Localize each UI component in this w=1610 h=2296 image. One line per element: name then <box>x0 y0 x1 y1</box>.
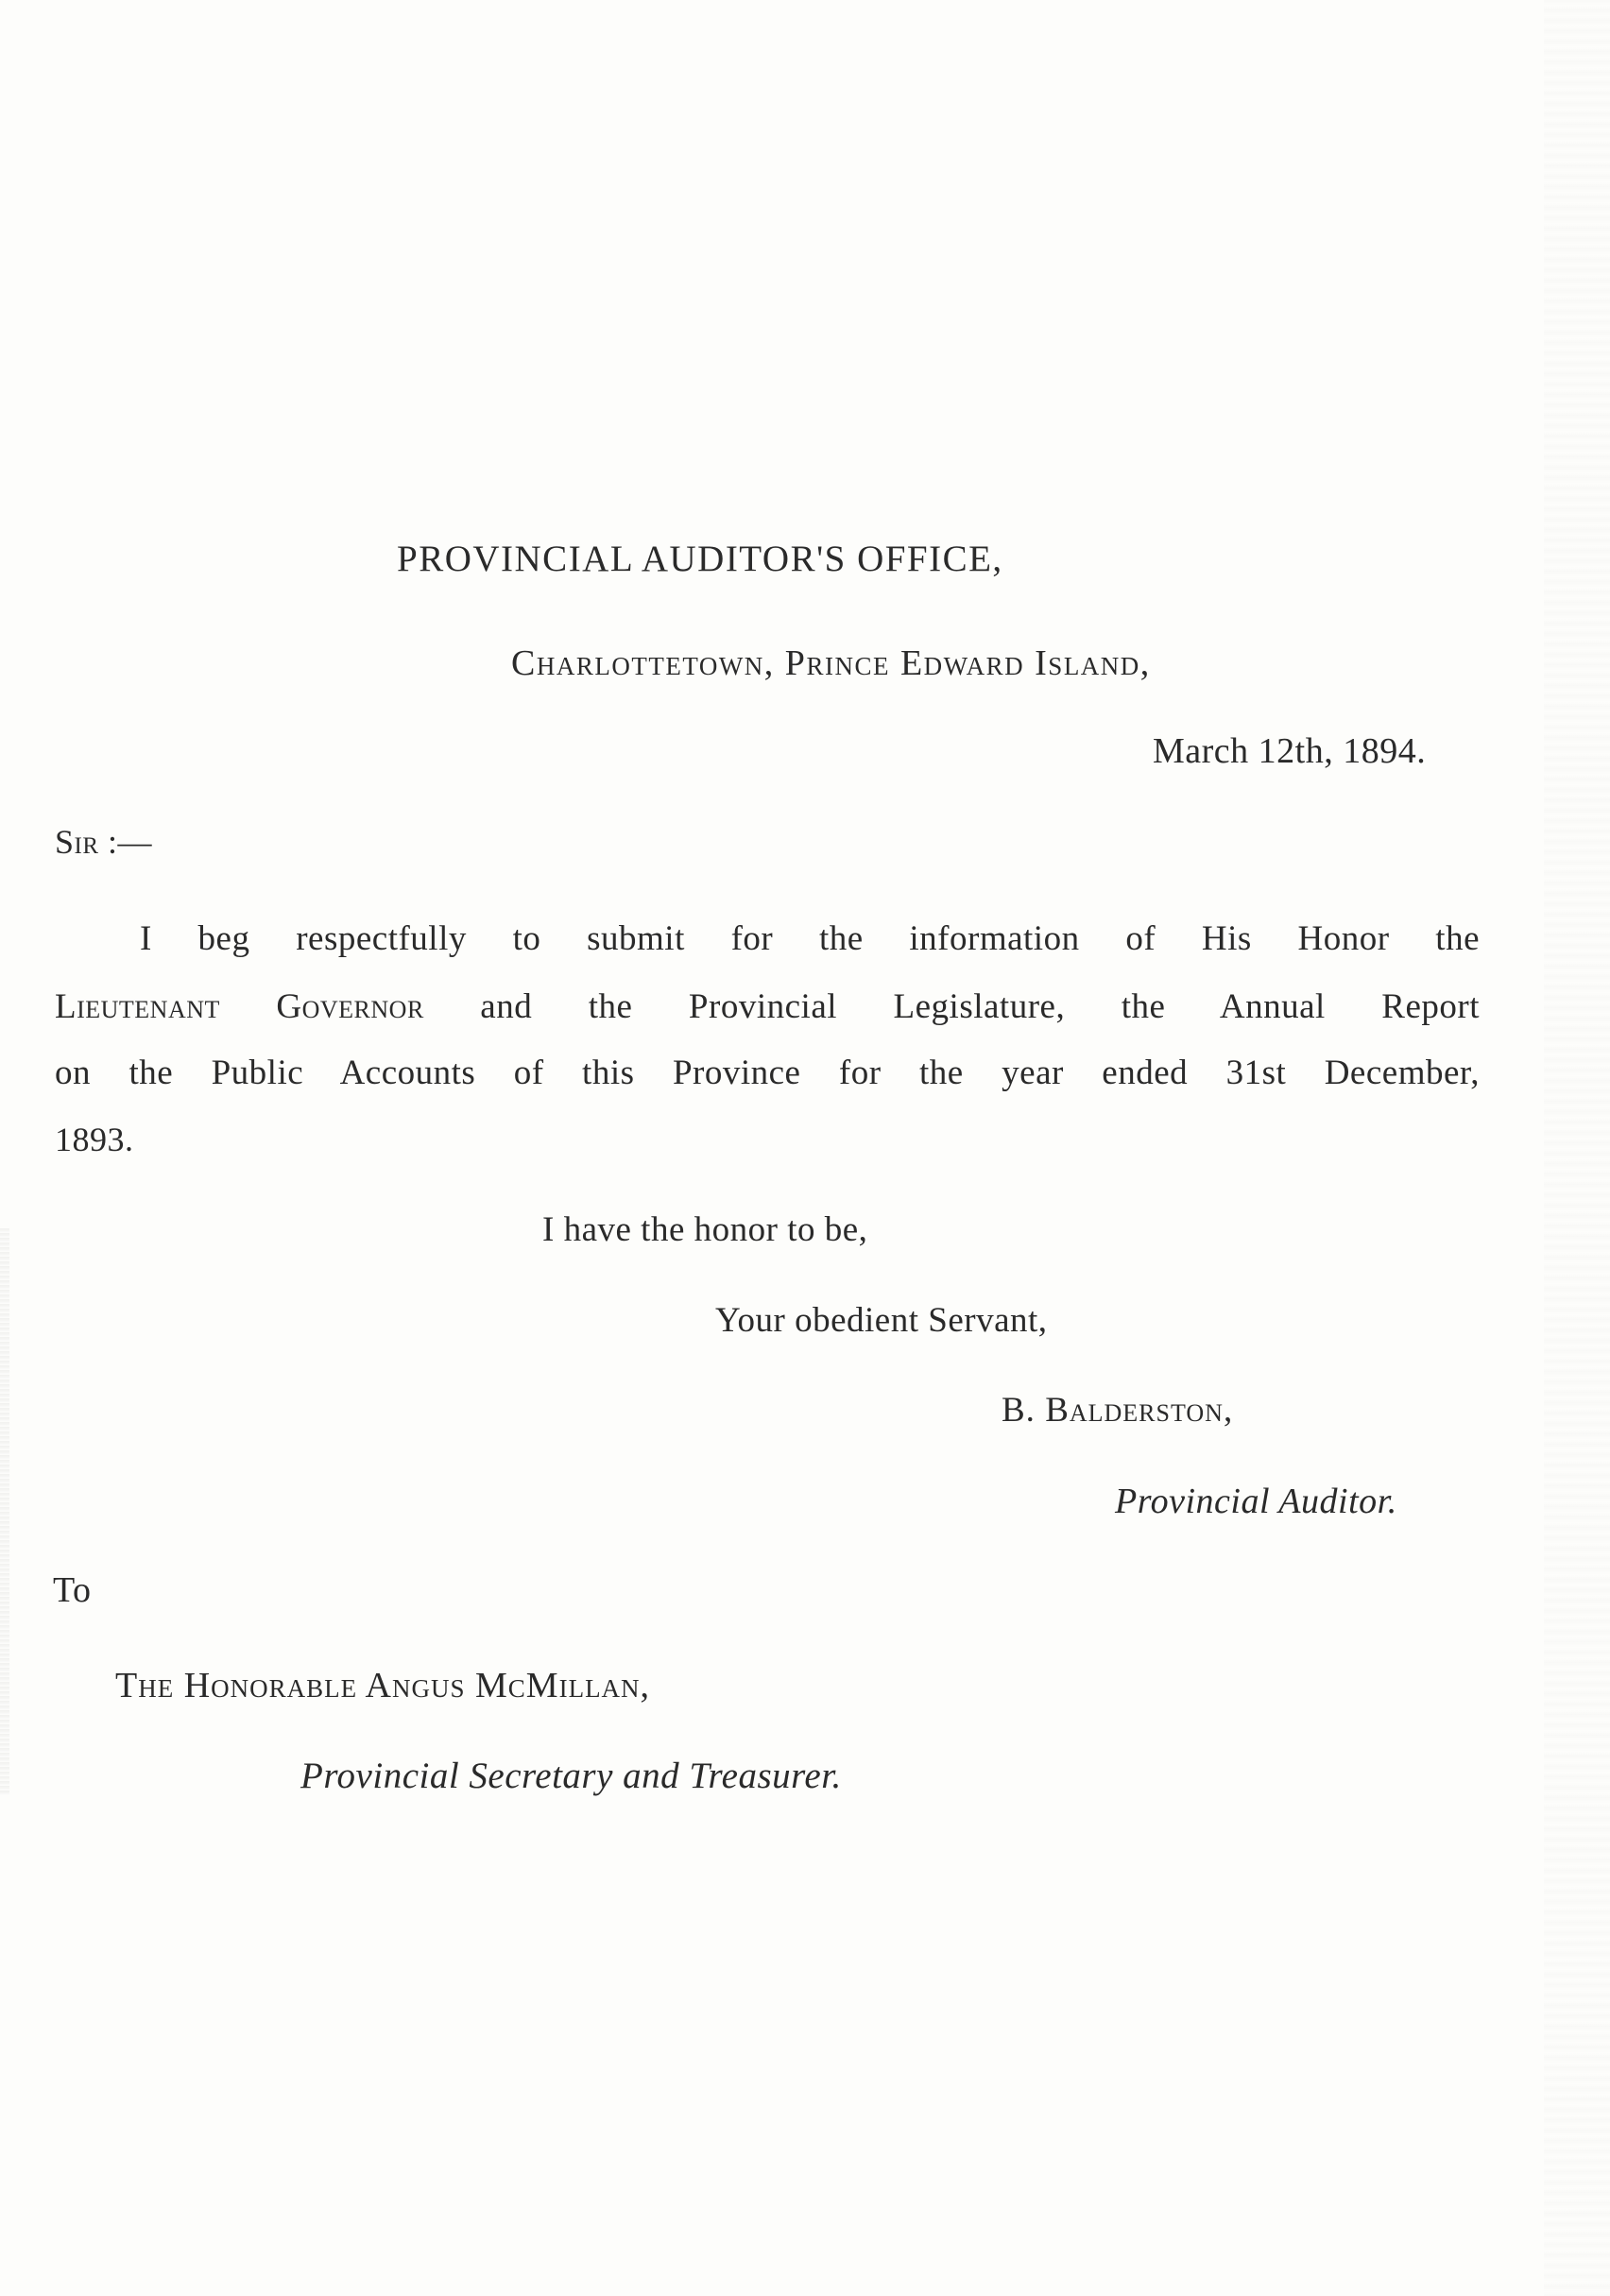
lieutenant-governor-text: Lieutenant Governor <box>55 987 424 1026</box>
body-line-2 <box>55 989 1480 1024</box>
recipient-title: Provincial Secretary and Treasurer. <box>300 1756 842 1796</box>
body-line-3: on the Public Accounts of this Province for the year ended 31st December, <box>55 1054 1480 1092</box>
salutation: Sir :— <box>55 823 153 861</box>
signature <box>1002 1393 1233 1428</box>
closing-line: I have the honor to be, <box>542 1210 868 1249</box>
recipient-name: The Honorable Angus McMillan, <box>115 1666 651 1705</box>
location-line: Charlottetown, Prince Edward Island, <box>511 643 1151 683</box>
body-line-1: I beg respectfully to submit for the information of His Honor the <box>140 919 1480 958</box>
to-label: To <box>53 1570 92 1610</box>
signature-title: Provincial Auditor. <box>1115 1482 1397 1521</box>
office-heading: PROVINCIAL AUDITOR'S OFFICE, <box>397 539 1003 579</box>
page-binding-texture <box>0 1228 9 1795</box>
closing-servant: Your obedient Servant, <box>715 1301 1048 1340</box>
signature-name: Balderston, <box>1045 1391 1234 1430</box>
body-line-4: 1893. <box>55 1121 134 1158</box>
signature-initial: B. <box>1002 1391 1046 1430</box>
letter-date: March 12th, 1894. <box>1153 731 1427 771</box>
page-edge-texture <box>1544 0 1610 2296</box>
body-line-2-rest: and the Provincial Legislature, the Annual Report <box>423 987 1480 1026</box>
